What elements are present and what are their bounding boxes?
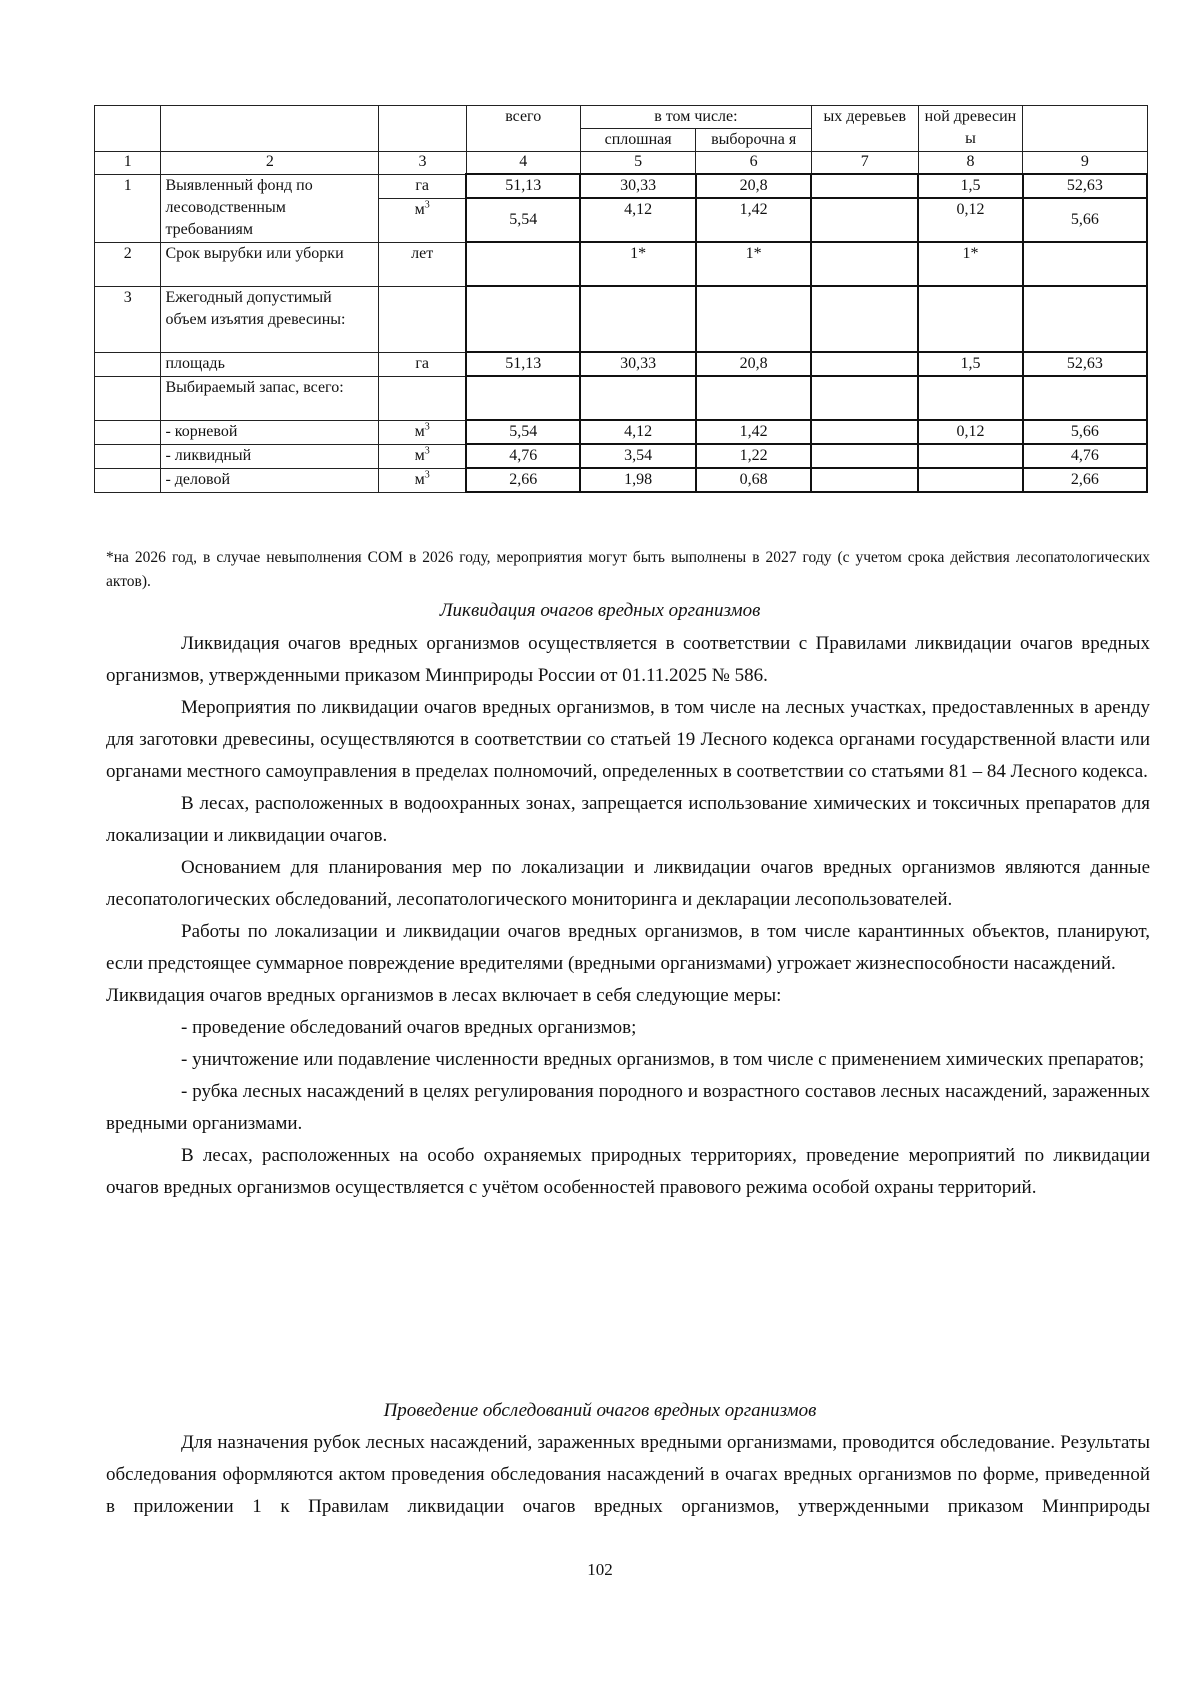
table-header-row bbox=[95, 106, 1148, 129]
list-item: - уничтожение или подавление численности вредных организмов, в том числе с применением химических препаратов; bbox=[181, 1049, 1145, 1070]
forest-table bbox=[94, 105, 1148, 493]
row-label: - деловой bbox=[161, 468, 379, 492]
table-row: 3 Ежегодный допустимый объем изъятия древесины: bbox=[95, 286, 1148, 352]
row-label: - корневой bbox=[161, 420, 379, 444]
paragraph: Основанием для планирования мер по локализации и ликвидации очагов вредных организмов являются данные лесопатологических обследований, лесопатологического мониторинга и декларации лесопользователей. bbox=[106, 857, 1150, 910]
paragraph: Ликвидация очагов вредных организмов в лесах включает в себя следующие меры: bbox=[106, 985, 782, 1006]
section-body bbox=[106, 1427, 1150, 1523]
row-label: - ликвидный bbox=[161, 444, 379, 468]
column-number-row: 1 2 3 4 5 6 7 8 9 bbox=[95, 152, 1148, 175]
col-total-header: всего bbox=[466, 106, 580, 152]
section-body bbox=[106, 628, 1150, 1204]
paragraph: Работы по локализации и ликвидации очагов вредных организмов, в том числе карантинных объектов, планируют, если предстоящее суммарное повреждение вредителями (вредными организмами) угрожает жизнеспособности насаждений. bbox=[106, 921, 1150, 974]
col-selective-header: выборочна я bbox=[696, 129, 811, 152]
page-number: 102 bbox=[587, 1560, 613, 1579]
table-row: - ликвидный $м^3$ 4,76 3,54 1,22 4,76 bbox=[95, 444, 1148, 468]
section-heading: Ликвидация очагов вредных организмов bbox=[439, 600, 761, 621]
table-footnote: *на 2026 год, в случае невыполнения СОМ в 2026 году, мероприятия могут быть выполнены в 2027 году (с учетом срока действия лесопатологических актов). bbox=[106, 549, 1150, 590]
paragraph: Мероприятия по ликвидации очагов вредных организмов, в том числе на лесных участках, предоставленных в аренду для заготовки древесины, осуществляются в соответствии со статьей 19 Лесного кодекса органами государственной власти или органами местного самоуправления в пределах полномочий, определенных в соответствии со статьями 81 – 84 Лесного кодекса. bbox=[106, 697, 1150, 782]
table-row bbox=[95, 376, 1148, 420]
table-row: - деловой $м^3$ 2,66 1,98 0,68 2,66 bbox=[95, 468, 1148, 492]
paragraph: В лесах, расположенных на особо охраняемых природных территориях, проведение мероприятий по ликвидации очагов вредных организмов осуществляется с учётом особенностей правового режима особой охраны территорий. bbox=[106, 1145, 1150, 1198]
list-item: - рубка лесных насаждений в целях регулирования породного и возрастного составов лесных насаждений, зараженных вредными организмами. bbox=[106, 1081, 1150, 1134]
table-row: 2 Срок вырубки или уборки лет 1* 1* 1* bbox=[95, 242, 1148, 286]
paragraph: Ликвидация очагов вредных организмов осуществляется в соответствии с Правилами ликвидации очагов вредных организмов, утвержденными приказом Минприроды России от 01.11.2025 № 586. bbox=[106, 633, 1150, 686]
col-7-header: ых деревьев bbox=[811, 106, 918, 152]
paragraph: В лесах, расположенных в водоохранных зонах, запрещается использование химических и токсичных препаратов для локализации и ликвидации очагов. bbox=[106, 793, 1150, 846]
row-label: Ежегодный допустимый объем изъятия древесины: bbox=[161, 286, 379, 352]
list-item: - проведение обследований очагов вредных организмов; bbox=[181, 1017, 637, 1038]
row-label: Срок вырубки или уборки bbox=[161, 242, 379, 286]
table-row: $м^3$ 5,54 4,12 1,42 0,12 5,66 bbox=[95, 198, 1148, 242]
col-clear-header: сплошная bbox=[580, 129, 695, 152]
row-label: Выявленный фонд по лесоводственным требованиям bbox=[161, 174, 379, 242]
col-including-header: в том числе: bbox=[580, 106, 811, 129]
section-heading: Проведение обследований очагов вредных организмов bbox=[383, 1400, 817, 1421]
row-label: площадь bbox=[161, 352, 379, 376]
row-label: Выбираемый запас, всего: bbox=[161, 376, 379, 420]
table-row: 1 Выявленный фонд по лесоводственным требованиям га 51,13 30,33 20,8 1,5 52,63 bbox=[95, 174, 1148, 198]
table-row: площадь га 51,13 30,33 20,8 1,5 52,63 bbox=[95, 352, 1148, 376]
paragraph: Для назначения рубок лесных насаждений, зараженных вредными организмами, проводится обследование. Результаты обследования оформляются актом проведения обследования насаждений в очагах вредных организмов по форме, приведенной в приложении 1 к Правилам ликвидации очагов вредных организмов, утвержденными приказом Минприроды bbox=[106, 1432, 1150, 1517]
col-8-header: ной древесин ы bbox=[918, 106, 1023, 152]
table-row: - корневой $м^3$ 5,54 4,12 1,42 0,12 5,66 bbox=[95, 420, 1148, 444]
